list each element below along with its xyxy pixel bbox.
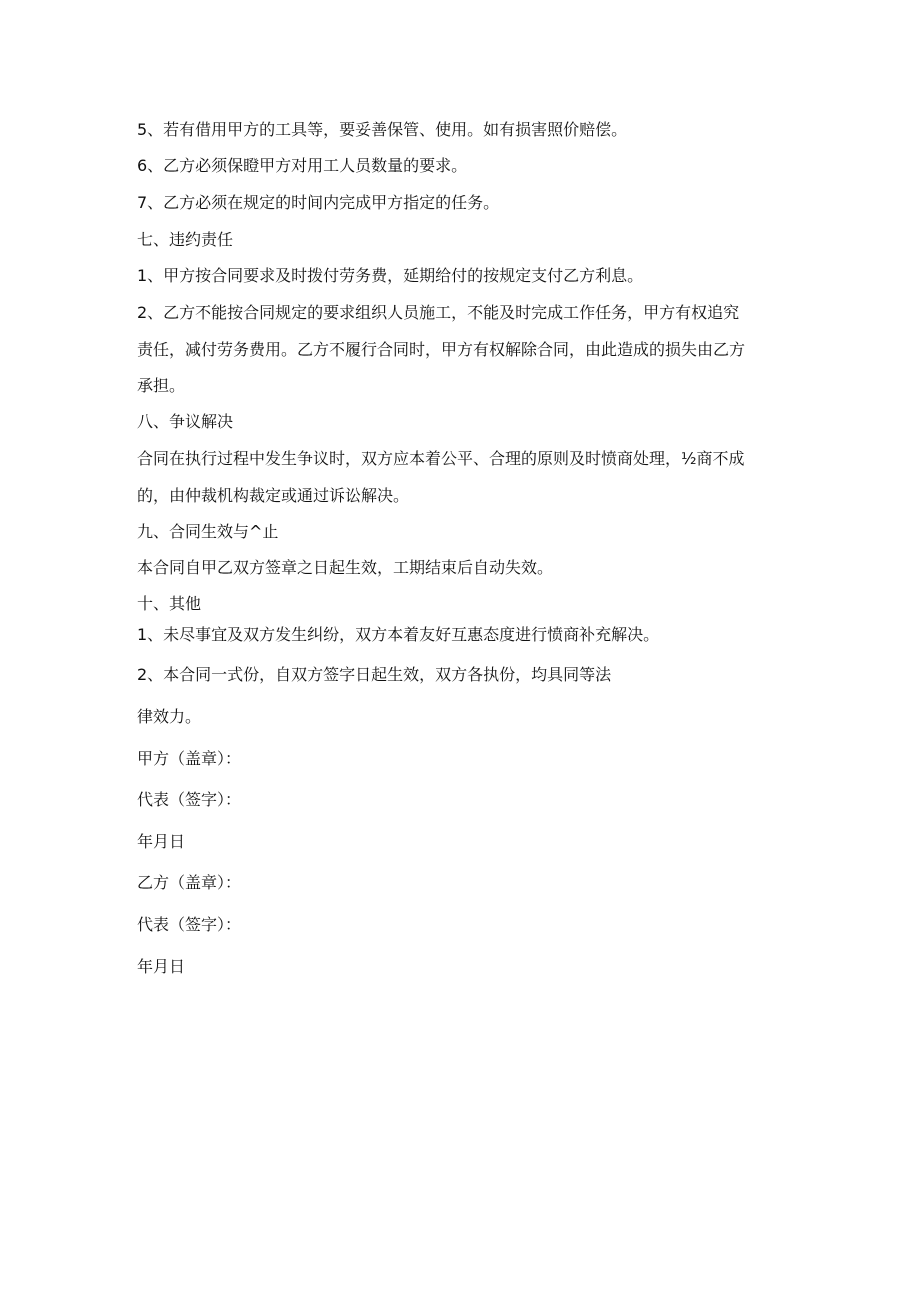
breach-item-1: 1、甲方按合同要求及时拨付劳务费，延期给付的按规定支付乙方利息。 [137,266,644,285]
other-item-1: 1、未尽事宜及双方发生纠纷，双方本着友好互惠态度进行愤商补充解决。 [137,625,660,644]
party-b-seal-label: 乙方（盖章）： [137,873,242,892]
party-a-date-label: 年月日 [137,832,186,851]
party-b-date-label: 年月日 [137,957,186,976]
party-b-representative-label: 代表（签字）： [137,915,242,934]
section-heading-dispute-resolution: 八、争议解决 [137,412,234,431]
breach-item-2-line-2: 责任，减付劳务费用。乙方不履行合同时，甲方有权解除合同，由此造成的损失由乙方 [137,340,746,359]
clause-6-item-7: 7、乙方必须在规定的时间内完成甲方指定的任务。 [137,193,500,212]
breach-item-2-line-3: 承担。 [137,376,186,395]
party-a-representative-label: 代表（签字）： [137,790,242,809]
section-heading-effectiveness: 九、合同生效与^止 [137,522,279,541]
section-heading-other: 十、其他 [137,594,202,613]
party-a-seal-label: 甲方（盖章）： [137,749,242,768]
other-item-2-line-2: 律效力。 [137,707,202,726]
breach-item-2-line-1: 2、乙方不能按合同规定的要求组织人员施工，不能及时完成工作任务，甲方有权追究 [137,303,740,322]
clause-6-item-5: 5、若有借用甲方的工具等，要妥善保管、使用。如有损害照价赔偿。 [137,120,628,139]
clause-6-item-6: 6、乙方必须保瞪甲方对用工人员数量的要求。 [137,156,468,175]
dispute-paragraph-line-1: 合同在执行过程中发生争议时，双方应本着公平、合理的原则及时愤商处理，½商不成 [137,449,745,468]
dispute-paragraph-line-2: 的，由仲裁机构裁定或通过诉讼解决。 [137,486,410,505]
effectiveness-paragraph: 本合同自甲乙双方签章之日起生效，工期结束后自动失效。 [137,558,554,577]
section-heading-breach-liability: 七、违约责任 [137,230,234,249]
other-item-2-line-1: 2、本合同一式份，自双方签字日起生效，双方各执份，均具同等法 [137,665,612,684]
